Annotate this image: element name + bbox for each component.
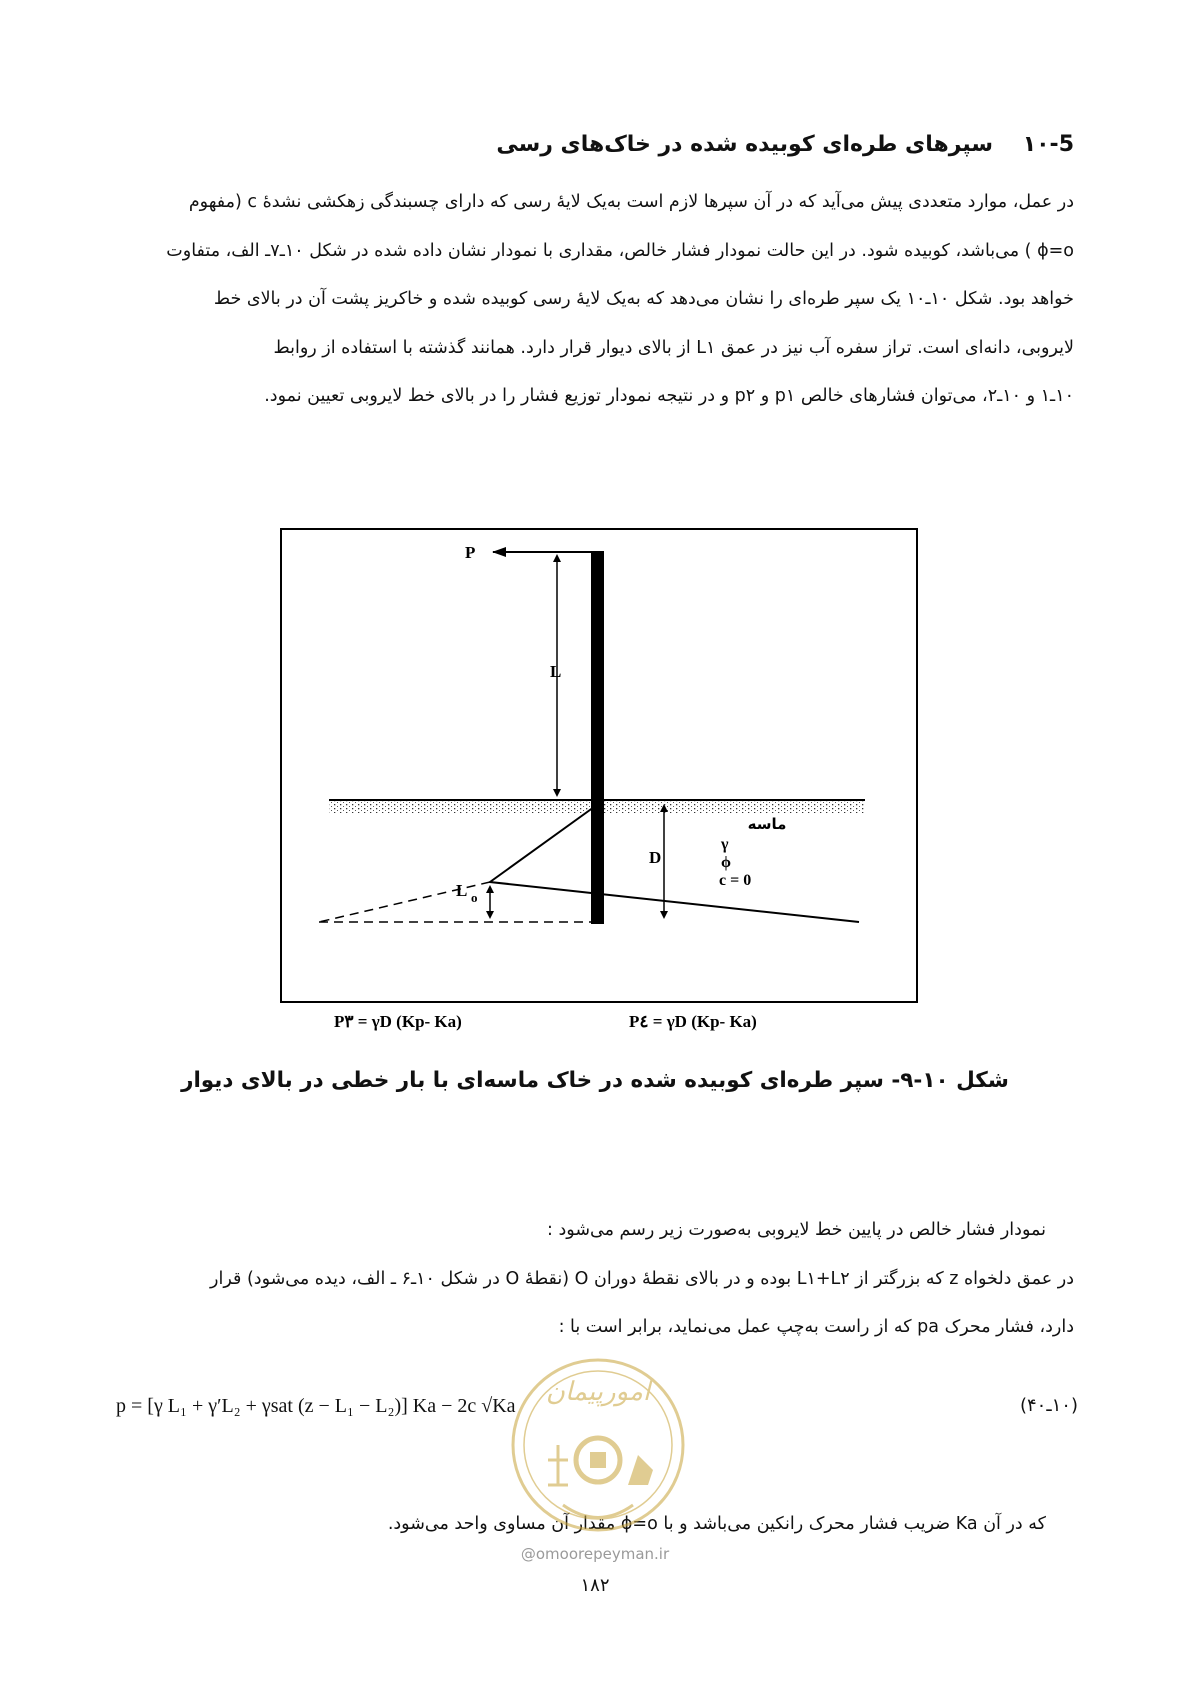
p3-formula: P۳ = γD (Kp- Ka) (334, 1012, 462, 1031)
lo-subscript: o (471, 890, 478, 905)
phi-symbol: ϕ (721, 854, 731, 871)
gamma-symbol: γ (721, 836, 729, 853)
load-label: P (465, 543, 476, 562)
section-number: ۱۰-5 (1022, 132, 1074, 157)
figure-caption: شکل ۱۰-۹- سپر طره‌ای کوبیده شده در خاک ماسه‌ای با بار خطی در بالای دیوار (181, 1068, 1009, 1093)
paragraph-line: در عمق دلخواه z که بزرگتر از L۱+L۲ بوده و در بالای نقطهٔ دوران O (نقطهٔ O در شکل ۱۰ـ۶ ـ الف، دیده می‌شود) قرار (210, 1268, 1074, 1289)
paragraph-net-pressure (110, 1206, 1074, 1352)
paragraph-line: نمودار فشار خالص در پایین خط لایروبی به‌صورت زیر رسم می‌شود : (547, 1220, 1046, 1240)
paragraph-line: که در آن Ka ضریب فشار محرک رانکین می‌باشد و با ϕ=o مقدار آن مساوی واحد می‌شود. (387, 1514, 1046, 1534)
length-label: L (550, 662, 562, 681)
section-heading (174, 132, 1074, 157)
section-title: سپرهای طره‌ای کوبیده شده در خاک‌های رسی (496, 132, 994, 157)
paragraph-line: ۱۰ـ۱ و ۱۰ـ۲، می‌توان فشارهای خالص p۱ و p۲ و در نتیجه نمودار توزیع فشار را در بالای خط لایروبی تعیین نمود. (264, 386, 1074, 406)
paragraph-intro (110, 178, 1074, 421)
watermark-logo-text: امورپیمان (545, 1377, 651, 1407)
pressure-diagram (490, 802, 859, 922)
equation-number: (۱۰ـ۴۰) (1019, 1395, 1078, 1416)
depth-label: D (649, 848, 662, 867)
paragraph-line: دارد، فشار محرک pa که از راست به‌چپ عمل می‌نماید، برابر است با : (558, 1317, 1074, 1337)
lo-label: L (456, 881, 468, 900)
paragraph-line: لایروبی، دانه‌ای است. تراز سفره آب نیز در عمق L۱ از بالای دیوار قرار دارد. همانند گذشته با استفاده از روابط (273, 337, 1074, 358)
paragraph-line: در عمل، موارد متعددی پیش می‌آید که در آن سپرها لازم است به‌یک لایهٔ رسی که دارای چسبندگی زهکشی نشدهٔ c (مفهوم (188, 192, 1074, 212)
equation-expression: p = [γ L₁ + γ′L₂ + γsat (z − L₁ − L₂)] Ka − 2c √Ka (116, 1395, 516, 1417)
watermark-text: @omoorepeyman.ir (520, 1545, 670, 1563)
page-number: ۱۸۲ (580, 1575, 610, 1596)
watermark-logo (508, 1345, 688, 1545)
equation (116, 1395, 516, 1418)
soil-name: ماسه (747, 815, 787, 833)
sheet-pile-wall (591, 551, 604, 924)
sheet-pile-figure (279, 527, 919, 1032)
cohesion-label: c = 0 (719, 872, 752, 889)
paragraph-line: خواهد بود. شکل ۱۰ـ۱۰ یک سپر طره‌ای را نشان می‌دهد که به‌یک لایهٔ رسی کوبیده شده و خاکریز پشت آن در بالای خط (213, 289, 1074, 309)
p4-formula: P٤ = γD (Kp- Ka) (629, 1012, 757, 1031)
paragraph-line: ϕ=o ) می‌باشد، کوبیده شود. در این حالت نمودار فشار خالص، مقداری با نمودار نشان داده شده در شکل ۱۰ـ۷ـ الف، متفاوت (166, 240, 1074, 261)
